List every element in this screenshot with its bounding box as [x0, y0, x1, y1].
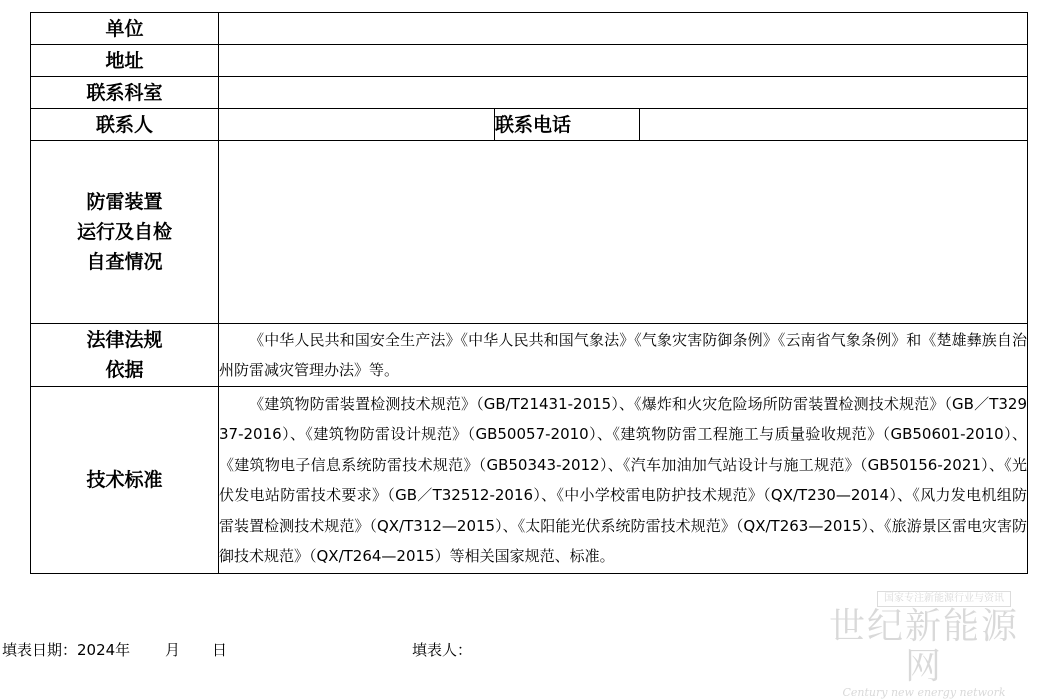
inspection-value-cell[interactable] [219, 141, 1028, 324]
unit-value-cell[interactable] [219, 13, 1028, 45]
contact-phone-label: 联系电话 [495, 109, 640, 141]
contact-person-value-cell[interactable] [219, 109, 495, 141]
legal-basis-cell [219, 324, 1028, 387]
fill-month-label: 月 [165, 641, 181, 659]
legal-label-line1: 法律法规 [86, 329, 163, 351]
contact-person-label: 联系人 [31, 109, 219, 141]
unit-label: 单位 [31, 13, 219, 45]
watermark-box-text: 国家专注新能源行业与资讯 [877, 591, 1011, 607]
legal-label-line2: 依据 [105, 359, 144, 381]
tech-row [31, 387, 1028, 574]
contact-phone-value-cell[interactable] [640, 109, 1028, 141]
fill-date-label: 填表日期：2024年 [2, 641, 131, 659]
fill-day-label: 日 [212, 641, 228, 659]
address-label: 地址 [31, 45, 219, 77]
contact-dept-row [31, 77, 1028, 109]
watermark-logo [814, 586, 1034, 699]
inspection-label-line2: 运行及自检 [76, 221, 172, 243]
contact-dept-value-cell[interactable] [219, 77, 1028, 109]
tech-standards-text: 《建筑物防雷装置检测技术规范》（GB/T21431-2015）、《爆炸和火灾危险场所防雷装置检测技术规范》（GB／T32937-2016）、《建筑物防雷设计规范》（GB50057-2010）、《建筑物防雷工程施工与质量验收规范》（GB50601-2010）、《建筑物电子信息系统防雷技术规范》（GB50343-2012）、《汽车加油加气站设计与施工规范》（GB50156-2021）、《光伏发电站防雷技术要求》（GB／T32512-2016）、《中小学校雷电防护技术规范》（QX/T230—2014）、《风力发电机组防雷装置检测技术规范》（QX/T312—2015）、《太阳能光伏系统防雷技术规范》（QX/T263—2015）、《旅游景区雷电灾害防御技术规范》（QX/T264—2015）等相关国家规范、标准。 [219, 394, 1028, 565]
legal-basis-text: 《中华人民共和国安全生产法》《中华人民共和国气象法》《气象灾害防御条例》《云南省气象条例》和《楚雄彝族自治州防雷减灾管理办法》等。 [219, 330, 1028, 379]
address-row [31, 45, 1028, 77]
contact-dept-label: 联系科室 [31, 77, 219, 109]
legal-row [31, 324, 1028, 387]
watermark-main-text: 世纪新能源网 [828, 606, 1019, 687]
legal-label [31, 324, 219, 387]
contact-row [31, 109, 1028, 141]
tech-standards-label: 技术标准 [31, 387, 219, 574]
address-value-cell[interactable] [219, 45, 1028, 77]
inspection-form-table [30, 12, 1028, 574]
inspection-label-line3: 自查情况 [86, 251, 163, 273]
inspection-label [31, 141, 219, 324]
watermark-sub-text: Century new energy network [842, 686, 1006, 699]
inspection-label-line1: 防雷装置 [86, 191, 163, 213]
filler-label: 填表人： [412, 641, 473, 659]
tech-standards-cell [219, 387, 1028, 574]
unit-row [31, 13, 1028, 45]
inspection-row [31, 141, 1028, 324]
